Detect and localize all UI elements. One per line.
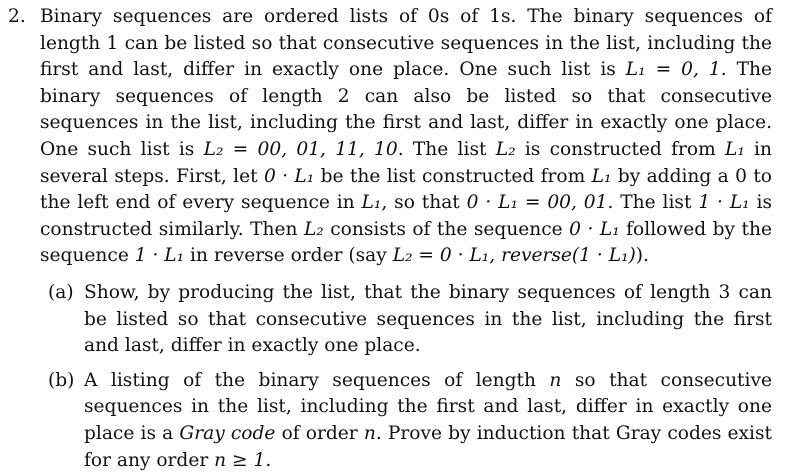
math-one-L1: 1 · L₁ [698, 192, 750, 214]
math-L2-definition: L₂ = 00, 01, 11, 10 [203, 138, 398, 160]
part-b-text-segment: of order [275, 422, 364, 444]
math-zero-L1: 0 · L₁ [263, 165, 315, 187]
math-n: n [363, 422, 376, 444]
math-zero-L1-equation: 0 · L₁ = 00, 01 [466, 192, 608, 214]
math-n: n [549, 369, 562, 391]
math-L1: L₁ [724, 138, 745, 160]
statement-text: . The list [607, 192, 699, 214]
part-a-label: (a) [48, 281, 74, 303]
math-L1: L₁ [361, 192, 382, 214]
math-L2-formula: L₂ = 0 · L₁, reverse(1 · L₁) [392, 245, 636, 267]
part-b-text-segment: A listing of the binary sequences of length [84, 369, 550, 391]
statement-text: in reverse order (say [184, 245, 393, 267]
problem-2 [8, 4, 772, 270]
part-b-text [84, 368, 772, 474]
sub-questions [8, 280, 772, 474]
statement-text: , so that [381, 192, 467, 214]
statement-text: ). [635, 245, 649, 267]
math-zero-L1: 0 · L₁ [569, 218, 620, 240]
problem-number: 2. [8, 6, 26, 27]
statement-text: by adding a 0 to the left end of every sequence in [40, 165, 772, 214]
statement-text: followed by the sequence [40, 218, 772, 267]
math-L1: L₁ [591, 165, 612, 187]
part-b-label: (b) [48, 369, 75, 391]
statement-text: . The list [397, 138, 496, 160]
term-gray-code: Gray code [179, 422, 276, 444]
part-a [48, 280, 772, 360]
math-L2: L₂ [495, 138, 516, 160]
statement-text: be the list constructed from [314, 165, 592, 187]
statement-text: Binary sequences are ordered lists of 0s of 1s. The binary sequences of length 1 can be listed so that consecutive sequences in the list, including the first and last, differ in exactly one place. One such list is [40, 6, 772, 81]
part-b-text-segment: . Prove by induction that Gray codes exist for any order [84, 422, 773, 471]
statement-text: . The binary sequences of length 2 can also be listed so that consecutive sequences in the list, including the first and last, differ in exactly one place. One such list is [40, 59, 772, 160]
part-b-text-segment: so that consecutive sequences in the list, including the first and last, differ in exactly one place is a [84, 369, 772, 444]
math-L1-definition: L₁ = 0, 1 [625, 59, 721, 81]
math-L2: L₂ [303, 218, 324, 240]
part-a-text: Show, by producing the list, that the binary sequences of length 3 can be listed so that consecutive sequences in the list, including the first and last, differ in exactly one place. [84, 281, 772, 357]
math-one-L1: 1 · L₁ [134, 245, 185, 267]
statement-text: in several steps. First, let [40, 138, 772, 187]
math-n-condition: n ≥ 1 [214, 449, 266, 471]
statement-text: is constructed from [515, 138, 725, 160]
statement-text: is constructed similarly. Then [40, 192, 772, 240]
part-b-text-segment: . [265, 449, 272, 471]
statement-text: consists of the sequence [323, 218, 570, 240]
part-b [48, 368, 772, 474]
problem-statement [40, 4, 772, 270]
